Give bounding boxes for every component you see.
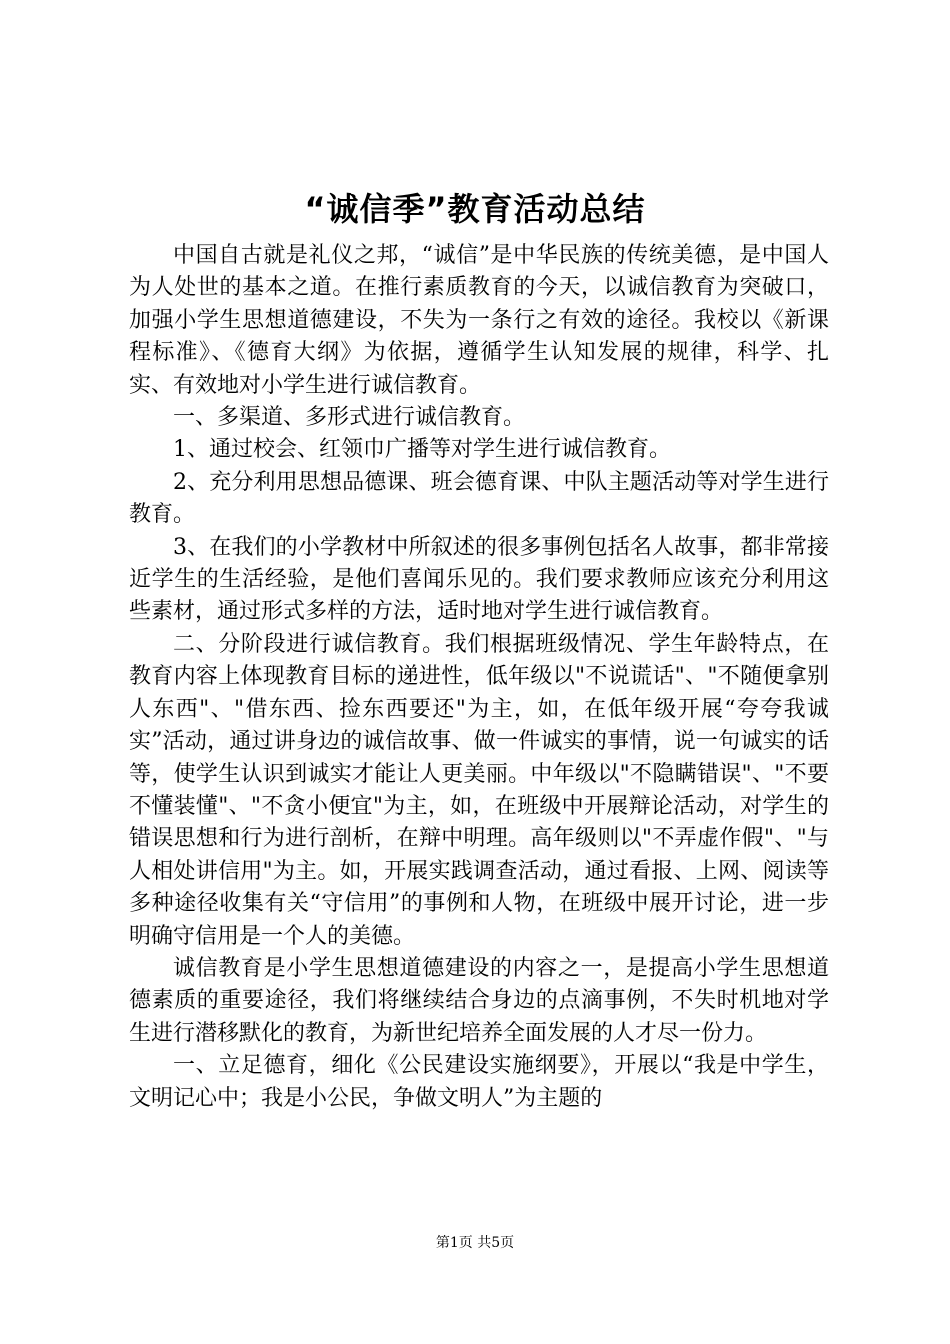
paragraph-item-3: 3、在我们的小学教材中所叙述的很多事例包括名人故事，都非常接近学生的生活经验，是他们喜闻乐见的。我们要求教师应该充分利用这些素材，通过形式多样的方法，适时地对学生进行诚信教育。 bbox=[129, 534, 829, 625]
paragraph-conclusion: 诚信教育是小学生思想道德建设的内容之一，是提高小学生思想道德素质的重要途径，我们将继续结合身边的点滴事例，不失时机地对学生进行潜移默化的教育，为新世纪培养全面发展的人才尽一份力。 bbox=[129, 955, 829, 1046]
paragraph-next-section: 一、立足德育，细化《公民建设实施纲要》，开展以“我是中学生，文明记心中；我是小公民，争做文明人”为主题的 bbox=[129, 1053, 829, 1111]
paragraph-section-2: 二、分阶段进行诚信教育。我们根据班级情况、学生年龄特点，在教育内容上体现教育目标的递进性，低年级以"不说谎话"、"不随便拿别人东西"、"借东西、捡东西要还"为主，如，在低年级开展“夸夸我诚实”活动，通过讲身边的诚信故事、做一件诚实的事情，说一句诚实的话等，使学生认识到诚实才能让人更美丽。中年级以"不隐瞒错误"、"不要不懂装懂"、"不贪小便宜"为主，如，在班级中开展辩论活动，对学生的错误思想和行为进行剖析，在辩中明理。高年级则以"不弄虚作假"、"与人相处讲信用"为主。如，开展实践调查活动，通过看报、上网、阅读等多种途径收集有关“守信用”的事例和人物，在班级中展开讨论，进一步明确守信用是一个人的美德。 bbox=[129, 631, 829, 949]
paragraph-item-1: 1、通过校会、红领巾广播等对学生进行诚信教育。 bbox=[173, 437, 671, 463]
page-title: “诚信季”教育活动总结 bbox=[304, 190, 646, 228]
document-body bbox=[129, 240, 829, 1115]
paragraph-intro: 中国自古就是礼仪之邦，“诚信”是中华民族的传统美德，是中国人为人处世的基本之道。在推行素质教育的今天，以诚信教育为突破口，加强小学生思想道德建设，不失为一条行之有效的途径。我校以《新课程标准》、《德育大纲》为依据，遵循学生认知发展的规律，科学、扎实、有效地对小学生进行诚信教育。 bbox=[129, 243, 829, 398]
paragraph-section-1-heading: 一、多渠道、多形式进行诚信教育。 bbox=[173, 405, 526, 431]
page-footer: 第1页 共5页 bbox=[435, 1235, 515, 1251]
paragraph-item-2: 2、充分利用思想品德课、班会德育课、中队主题活动等对学生进行教育。 bbox=[129, 469, 829, 528]
